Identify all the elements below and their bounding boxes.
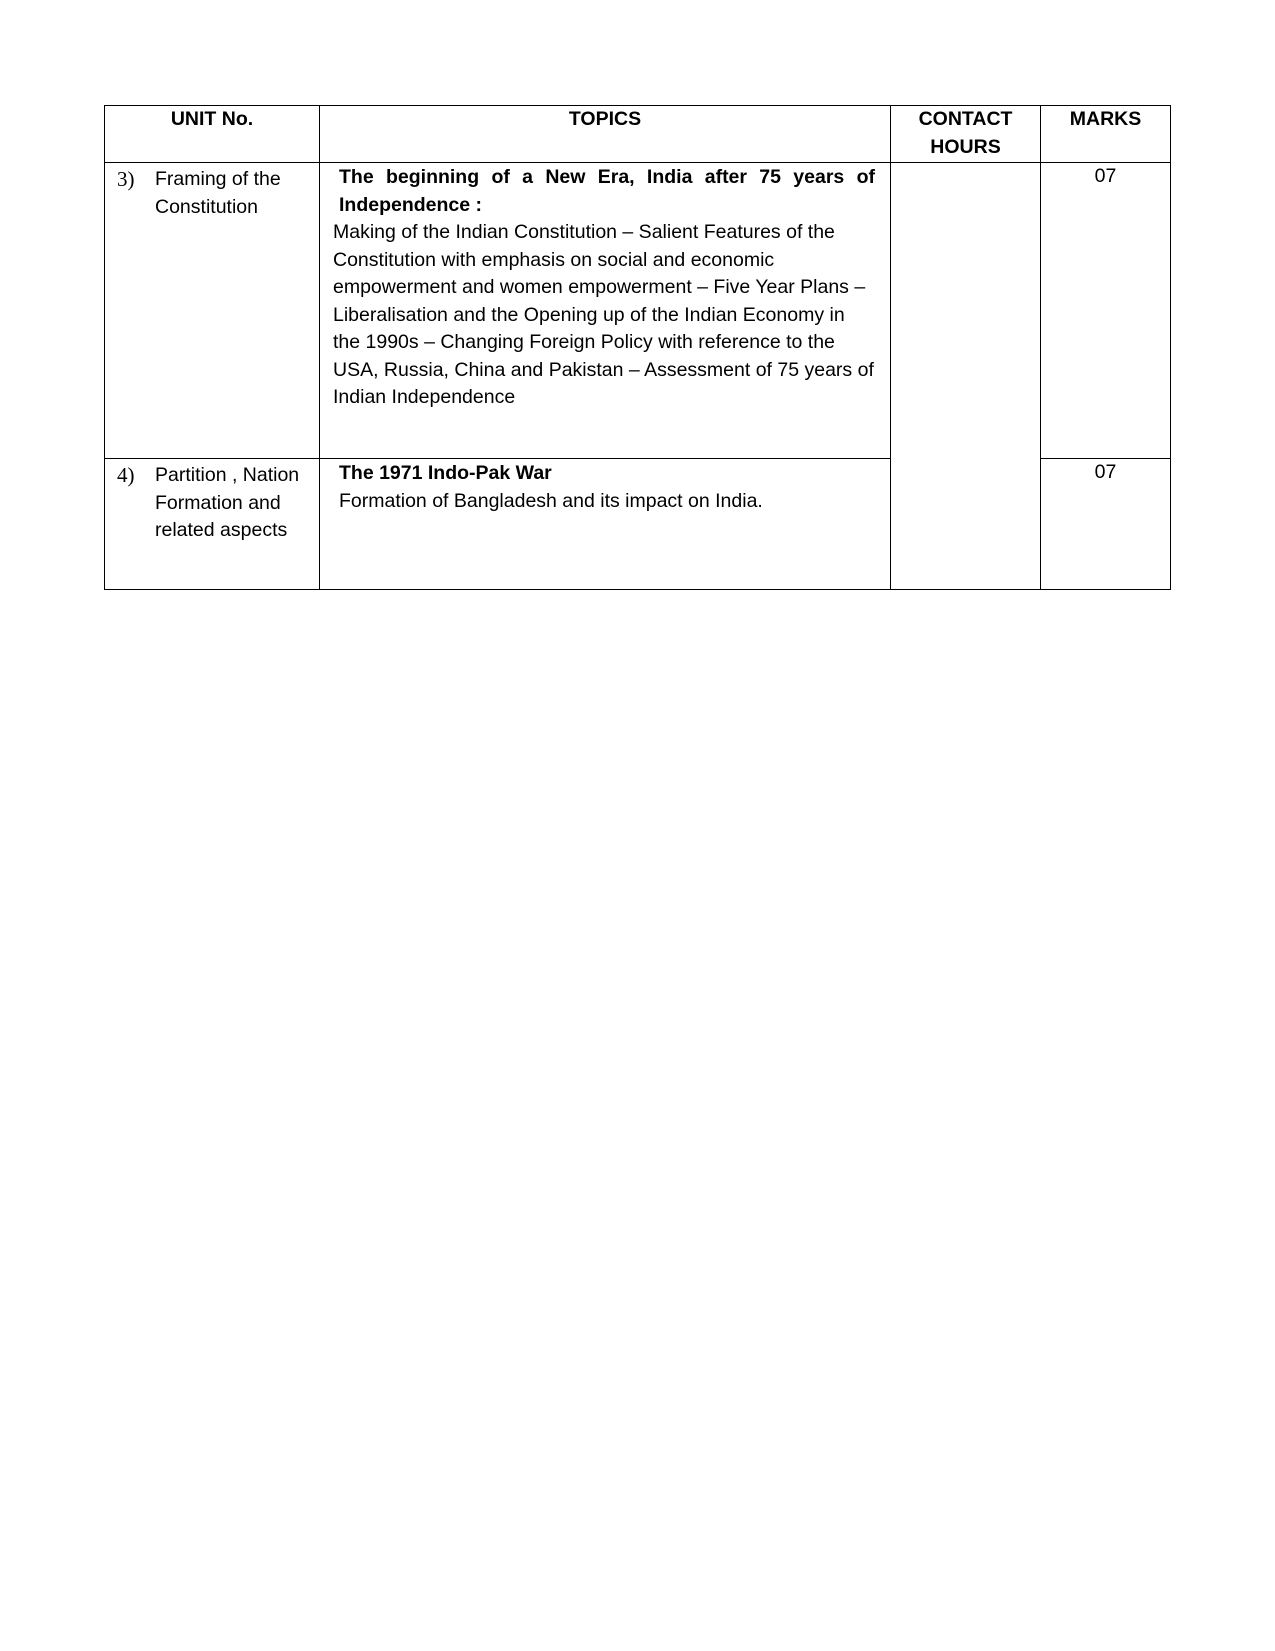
topics-cell [320, 163, 891, 459]
table-header-row [105, 106, 1171, 163]
topic-title: The 1971 Indo-Pak War [339, 462, 552, 484]
contact-hours-cell [891, 163, 1041, 590]
header-topics: TOPICS [320, 106, 891, 163]
table-row [105, 163, 1171, 459]
marks-cell: 07 [1041, 163, 1171, 459]
unit-cell [105, 459, 320, 590]
unit-name: Framing of the Constitution [155, 168, 281, 218]
unit-number: 3) [117, 167, 135, 191]
header-marks: MARKS [1041, 106, 1171, 163]
topic-title: The beginning of a New Era, India after 75 years of Independence : [339, 166, 875, 216]
unit-name: Partition , Nation Formation and related aspects [155, 464, 300, 541]
marks-cell: 07 [1041, 459, 1171, 590]
unit-cell [105, 163, 320, 459]
topic-body: Formation of Bangladesh and its impact on India. [339, 489, 763, 512]
header-unit-no: UNIT No. [105, 106, 320, 163]
syllabus-table [104, 105, 1171, 590]
unit-number: 4) [117, 463, 135, 487]
topic-body: Making of the Indian Constitution – Salient Features of the Constitution with emphasis on social and economic empowerment and women empowerment – Five Year Plans – Liberalisation and the Opening up of the Indian Economy in the 1990s – Changing Foreign Policy with reference to the USA, Russia, China and Pakistan – Assessment of 75 years of Indian Independence [333, 221, 874, 408]
topics-cell [320, 459, 891, 590]
header-contact-hours: CONTACT HOURS [891, 106, 1041, 163]
